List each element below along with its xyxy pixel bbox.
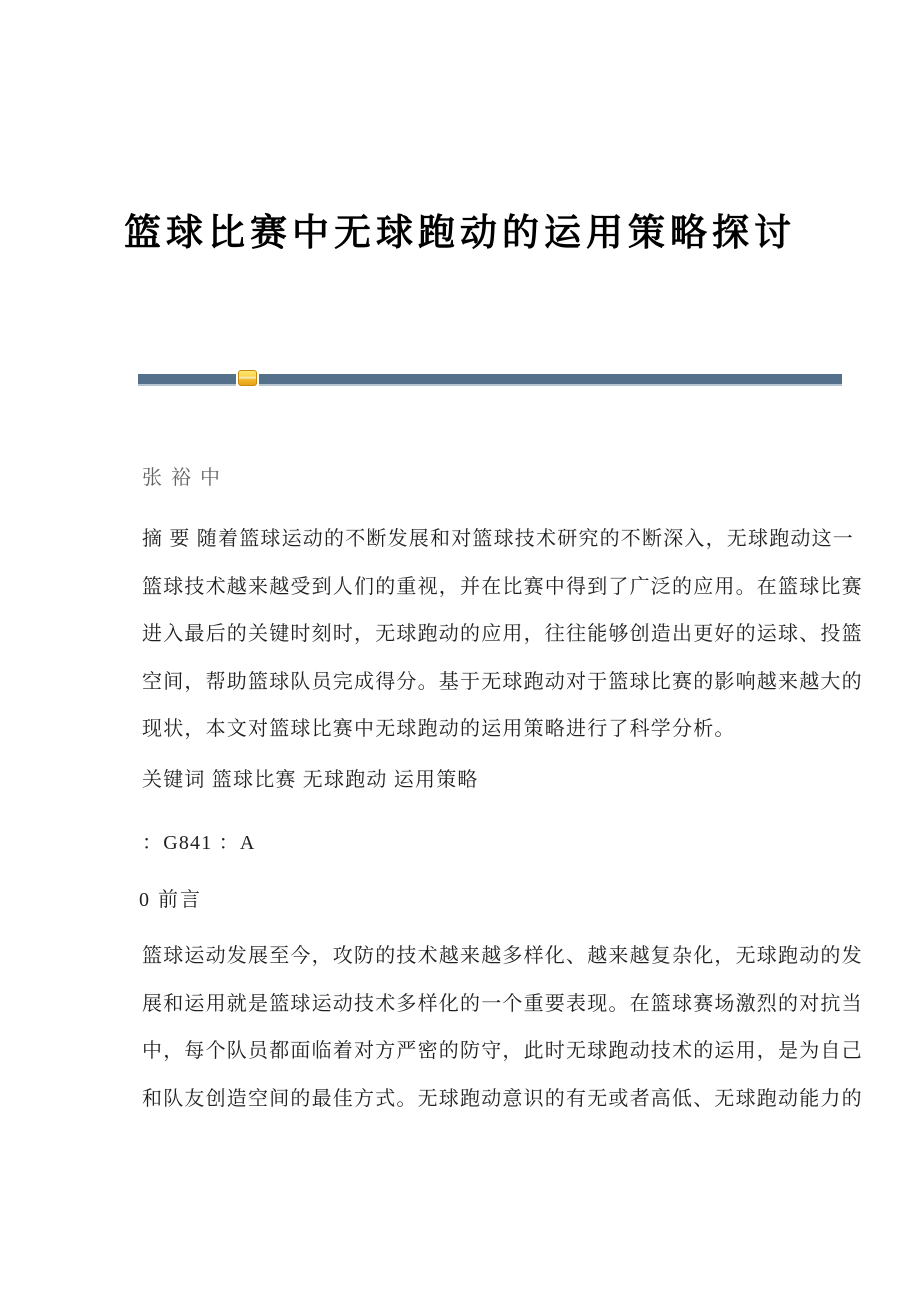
abstract-line: 篮球技术越来越受到人们的重视，并在比赛中得到了广泛的应用。在篮球比赛 xyxy=(142,576,863,598)
abstract-line: 摘 要 随着篮球运动的不断发展和对篮球技术研究的不断深入，无球跑动这一 xyxy=(142,528,854,550)
abstract-line: 现状，本文对篮球比赛中无球跑动的运用策略进行了科学分析。 xyxy=(142,718,736,740)
keywords-line: 关键词 篮球比赛 无球跑动 运用策略 xyxy=(142,769,479,791)
body-line: 中，每个队员都面临着对方严密的防守，此时无球跑动技术的运用，是为自己 xyxy=(142,1040,863,1062)
body-line: 和队友创造空间的最佳方式。无球跑动意识的有无或者高低、无球跑动能力的 xyxy=(142,1088,863,1110)
section-divider xyxy=(138,373,842,387)
abstract-line: 空间，帮助篮球队员完成得分。基于无球跑动对于篮球比赛的影响越来越大的 xyxy=(142,671,863,693)
section-heading: 0 前言 xyxy=(139,889,202,911)
divider-bar-left xyxy=(138,374,236,386)
divider-bar-right xyxy=(259,374,842,386)
abstract-line: 进入最后的关键时刻时，无球跑动的应用，往往能够创造出更好的运球、投篮 xyxy=(142,623,863,645)
gold-badge-icon xyxy=(238,370,257,386)
article-title: 篮球比赛中无球跑动的运用策略探讨 xyxy=(124,213,796,254)
body-line: 展和运用就是篮球运动技术多样化的一个重要表现。在篮球赛场激烈的对抗当 xyxy=(142,993,863,1015)
body-line: 篮球运动发展至今，攻防的技术越来越多样化、越来越复杂化，无球跑动的发 xyxy=(142,945,863,967)
classification-line: ：G841 ：A xyxy=(142,832,256,854)
author-name: 张裕中 xyxy=(142,467,229,489)
